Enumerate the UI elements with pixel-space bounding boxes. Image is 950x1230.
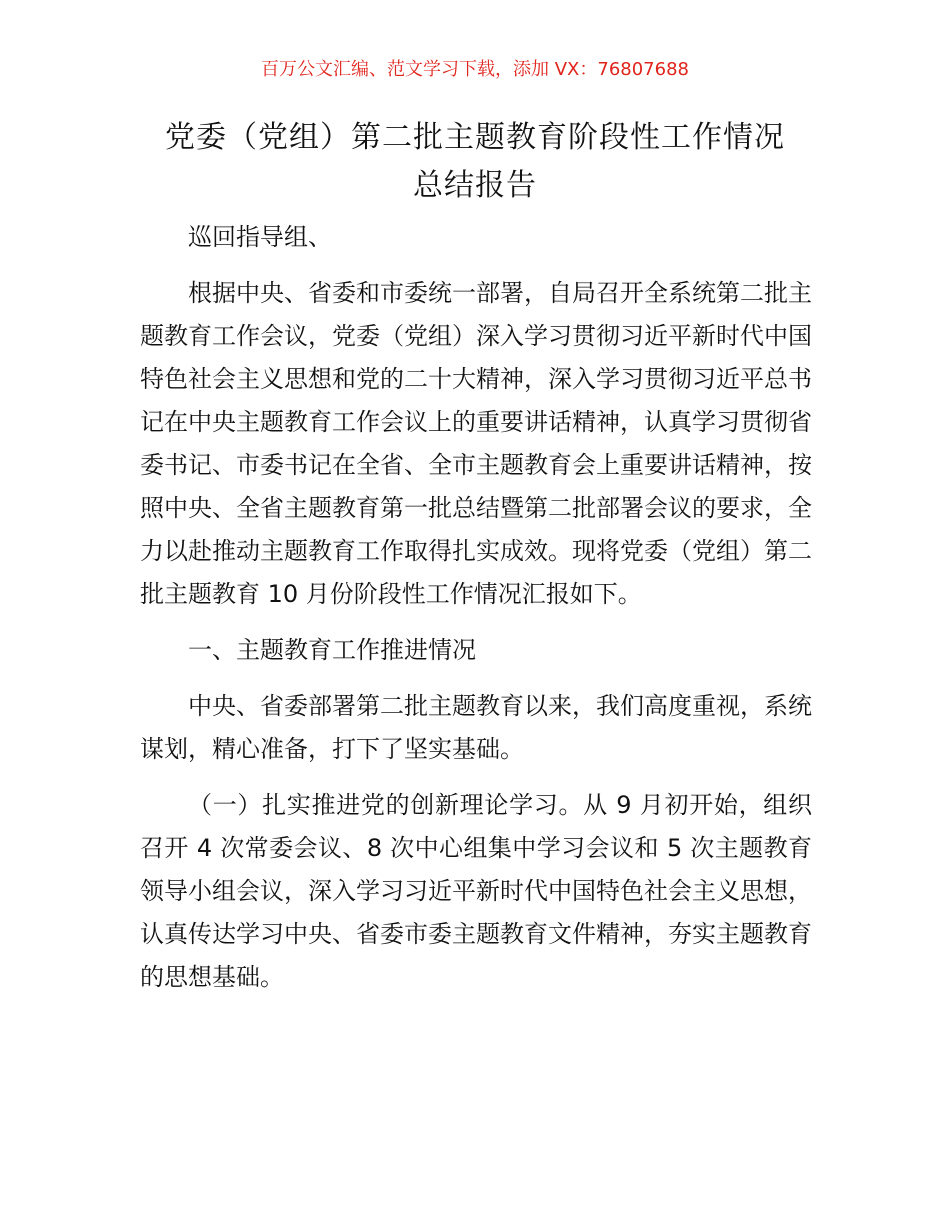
salutation: 巡回指导组、 xyxy=(188,223,332,251)
subsection-1-paragraph: （一）扎实推进党的创新理论学习。从 9 月初开始，组织召开 4 次常委会议、8 次中心组集中学习会议和 5 次主题教育领导小组会议，深入学习习近平新时代中国特色社会主义思想，认真传达学习中央、省委市委主题教育文件精神，夯实主题教育的思想基础。 xyxy=(140,791,812,991)
section-heading-1: 一、主题教育工作推进情况 xyxy=(188,636,476,664)
title-line-2: 总结报告 xyxy=(413,168,537,203)
section-1-paragraph: 中央、省委部署第二批主题教育以来，我们高度重视，系统谋划，精心准备，打下了坚实基础。 xyxy=(140,692,812,763)
title-line-1: 党委（党组）第二批主题教育阶段性工作情况 xyxy=(165,120,785,155)
intro-paragraph: 根据中央、省委和市委统一部署，自局召开全系统第二批主题教育工作会议，党委（党组）深入学习贯彻习近平新时代中国特色社会主义思想和党的二十大精神，深入学习贯彻习近平总书记在中央主题教育工作会议上的重要讲话精神，认真学习贯彻省委书记、市委书记在全省、全市主题教育会上重要讲话精神，按照中央、全省主题教育第一批总结暨第二批部署会议的要求，全力以赴推动主题教育工作取得扎实成效。现将党委（党组）第二批主题教育 10 月份阶段性工作情况汇报如下。 xyxy=(140,279,812,608)
document-body xyxy=(140,216,812,1012)
document-title xyxy=(100,114,850,210)
header-note: 百万公文汇编、范文学习下载，添加 VX：76807688 xyxy=(261,59,689,80)
